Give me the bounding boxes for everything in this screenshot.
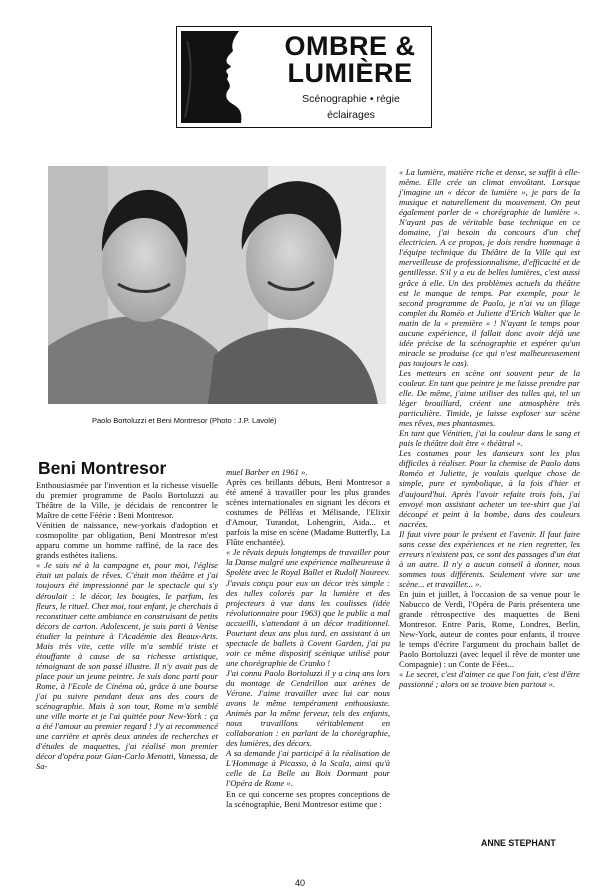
article-paragraph: « Le secret, c'est d'aimer ce que l'on fait, c'est d'être passionné ; alors on se trouve bien partout ». — [399, 669, 580, 690]
portrait-photo — [48, 166, 386, 404]
masthead-title — [275, 33, 425, 87]
article-column-1 — [36, 480, 218, 771]
photo-caption: Paolo Bortoluzzi et Beni Montresor (Photo : J.P. Lavolé) — [92, 416, 277, 425]
article-paragraph: Les costumes pour les danseurs sont les plus difficiles à réaliser. Pour la chemise de Paolo dans Roméo et Juliette, je voulais quelque chose de simple, pure et symbolique, à la fois d'hier et d'aujourd'hui. Après l'avoir refaite trois fois, j'ai envoyé mon assistant acheter un tee-shirt que j'ai découpé et peint à la bombe, dans des couleurs nacrées. — [399, 448, 580, 529]
author-signature: ANNE STEPHANT — [481, 838, 556, 848]
article-paragraph: Après ces brillants débuts, Beni Montresor a été amené à travailler pour les plus grandes scènes internationales en signant les décors et costumes de Pélléas et Mélisande, l'Elixir d'Amour, Turandot, Lohengrin, Aida... et parfois la mise en scène (Madame Butterfly, La Flûte enchantée). — [226, 477, 390, 548]
article-paragraph: « La lumière, matière riche et dense, se suffit à elle-même. Elle crée un climat envoûtant. Lorsque j'imagine un « décor de lumière », je pars de la musique et naturellement du mouvement. On peut également parler de « chorégraphie de lumière ». N'ayant pas de véritable base technique en ce domaine, j'ai besoin du concours d'un chef électricien. A ce propos, je dois rendre hommage à l'équipe technique du Théâtre de la Ville qui est merveilleuse de professionnalisme, d'efficacité et de gentillesse. S'il y a eu de belles lumières, c'est aussi grâce à elle. Un des problèmes actuels du théâtre est le manque de temps. Par exemple, pour le second programme de Paolo, je n'ai vu un filage complet du Roméo et Juliette d'Erich Walter que le matin de la « première » ! N'ayant le temps pour aucune expérience, il fallait donc avoir déjà une idée précise de la scénographie et espérer qu'un miracle se produise (ce qui n'est malheureusement pas toujours le cas). — [399, 167, 580, 368]
article-paragraph: Vénitien de naissance, new-yorkais d'adoption et cosmopolite par obligation, Beni Montresor m'est apparu comme un homme raffiné, de la race des grands esthètes italiens. — [36, 520, 218, 561]
masthead-subtitle-line2: éclairages — [327, 109, 375, 121]
article-paragraph: A sa demande j'ai participé à la réalisation de L'Hommage à Picasso, à la Scala, ainsi qu'à celle de La Belle au Bois Dormant pour l'Opéra de Rome ». — [226, 748, 390, 789]
article-paragraph: En ce qui concerne ses propres conceptions de la scénographie, Beni Montresor estime que : — [226, 788, 390, 809]
masthead-title-line1: OMBRE & — [284, 31, 416, 61]
article-paragraph: J'ai connu Paolo Bortoluzzi il y a cinq ans lors du montage de Cendrillon aux arènes de Vérone. J'aime travailler avec lui car nous avons le même tempérament enthousiaste. Animés par la même ferveur, tels des enfants, nous travaillons véritablement en collaboration : en parlant de la chorégraphie, des lumières, des décors. — [226, 667, 390, 749]
article-paragraph: Les metteurs en scène ont souvent peur de la couleur. En tant que peintre je me laisse prendre par elle. De même, j'aime utiliser des tulles qui, tel un léger brouillard, créent une atmosphère très particulière. Timide, je laisse exploser sur scène mes rêves, mes phantasmes. — [399, 367, 580, 429]
article-headline: Beni Montresor — [38, 458, 167, 478]
profile-silhouette-logo — [181, 31, 271, 123]
masthead-subtitle-line1: Scénographie • régie — [302, 93, 400, 105]
masthead — [176, 26, 432, 128]
page-number: 40 — [294, 878, 305, 888]
article-paragraph: « Je suis né à la campagne et, pour moi, l'église était un palais de rêves. C'était mon théâtre et j'ai toujours été impressionné par le spectacle qui s'y déroulait : le décor, les bougies, le parfum, les fleurs, le rituel. Chez moi, tout enfant, je cherchais à reconstituer cette ambiance en construisant de petits décors de carton. Adolescent, je suis parti à Venise étudier la peinture à l'Académie des Beaux-Arts. Mais très vite, cette ville m'a semblé triste et étouffante à cause de sa richesse artistique, témoignant de son passé illustre. Il n'y avait pas de place pour un jeune peintre. Je suis donc parti pour Rome, à l'Ecole de Cinéma où, grâce à une bourse j'ai pu suivre pendant deux ans des cours de scénographie. Mais à son tour, Rome m'a semblé une ville morte et je l'ai quittée pour New-York : ça a été l'amour au premier regard ! J'y ai recommencé une carrière et après deux années de recherches et d'études de maquettes, j'ai réalisé mon premier décor d'opéra pour Gian-Carlo Menotti, Vanessa, de Sa- — [36, 560, 218, 772]
article-paragraph: En juin et juillet, à l'occasion de sa venue pour le Nabucco de Verdi, l'Opéra de Paris présentera une grande rétrospective des maquettes de Beni Montresor. Entre Paris, Rome, Londres, Berlin, New-York, auteur de contes pour enfants, il trouve le temps d'écrire l'argument du prochain ballet de Paolo Bortoluzzi (avec lequel il rêve de monter une Compagnie) : un Conte de Fées... — [399, 588, 580, 670]
article-paragraph: En tant que Vénitien, j'ai la couleur dans le sang et puis le théâtre doit être « théâtral ». — [399, 428, 580, 449]
article-paragraph: Enthousiasmée par l'invention et la richesse visuelle du premier programme de Paolo Bortoluzzi au Théâtre de la Ville, je décidais de rencontrer le Maître de cette Féérie : Beni Montresor. — [36, 480, 218, 521]
article-paragraph: muel Barber en 1961 ». — [226, 467, 308, 477]
article-column-3 — [399, 167, 580, 689]
masthead-subtitle — [275, 91, 427, 123]
article-column-2 — [226, 467, 390, 809]
article-paragraph: Il faut vivre pour le présent et l'avenir. Il faut faire sans cesse des expériences et ne rien regretter, les erreurs n'existent pas, ce sont des passages d'un état à un autre. Il n'y a aucun conseil à donner, nous sommes tous différents. Seulement vivre sur une scène... et travailler... ». — [399, 528, 580, 589]
article-paragraph: « Je rêvais depuis longtemps de travailler pour la Danse malgré une expérience malheureuse à Spolète avec le Royal Ballet et Rudolf Noureev. J'avais conçu pour eux un décor très simple : des tulles colorés par la lumière et des projecteurs à vue dans les coulisses (idée révolutionnaire pour 1963) que le public a mal accueilli, s'attendant à un décor traditionnel. Pourtant deux ans plus tard, en assistant à un spectacle de ballets à Covent Garden, j'ai pu voir ce même dispositif scénique utilisé pour une chorégraphie de Cranko ! — [226, 547, 390, 668]
masthead-title-line2: LUMIÈRE — [287, 58, 413, 88]
